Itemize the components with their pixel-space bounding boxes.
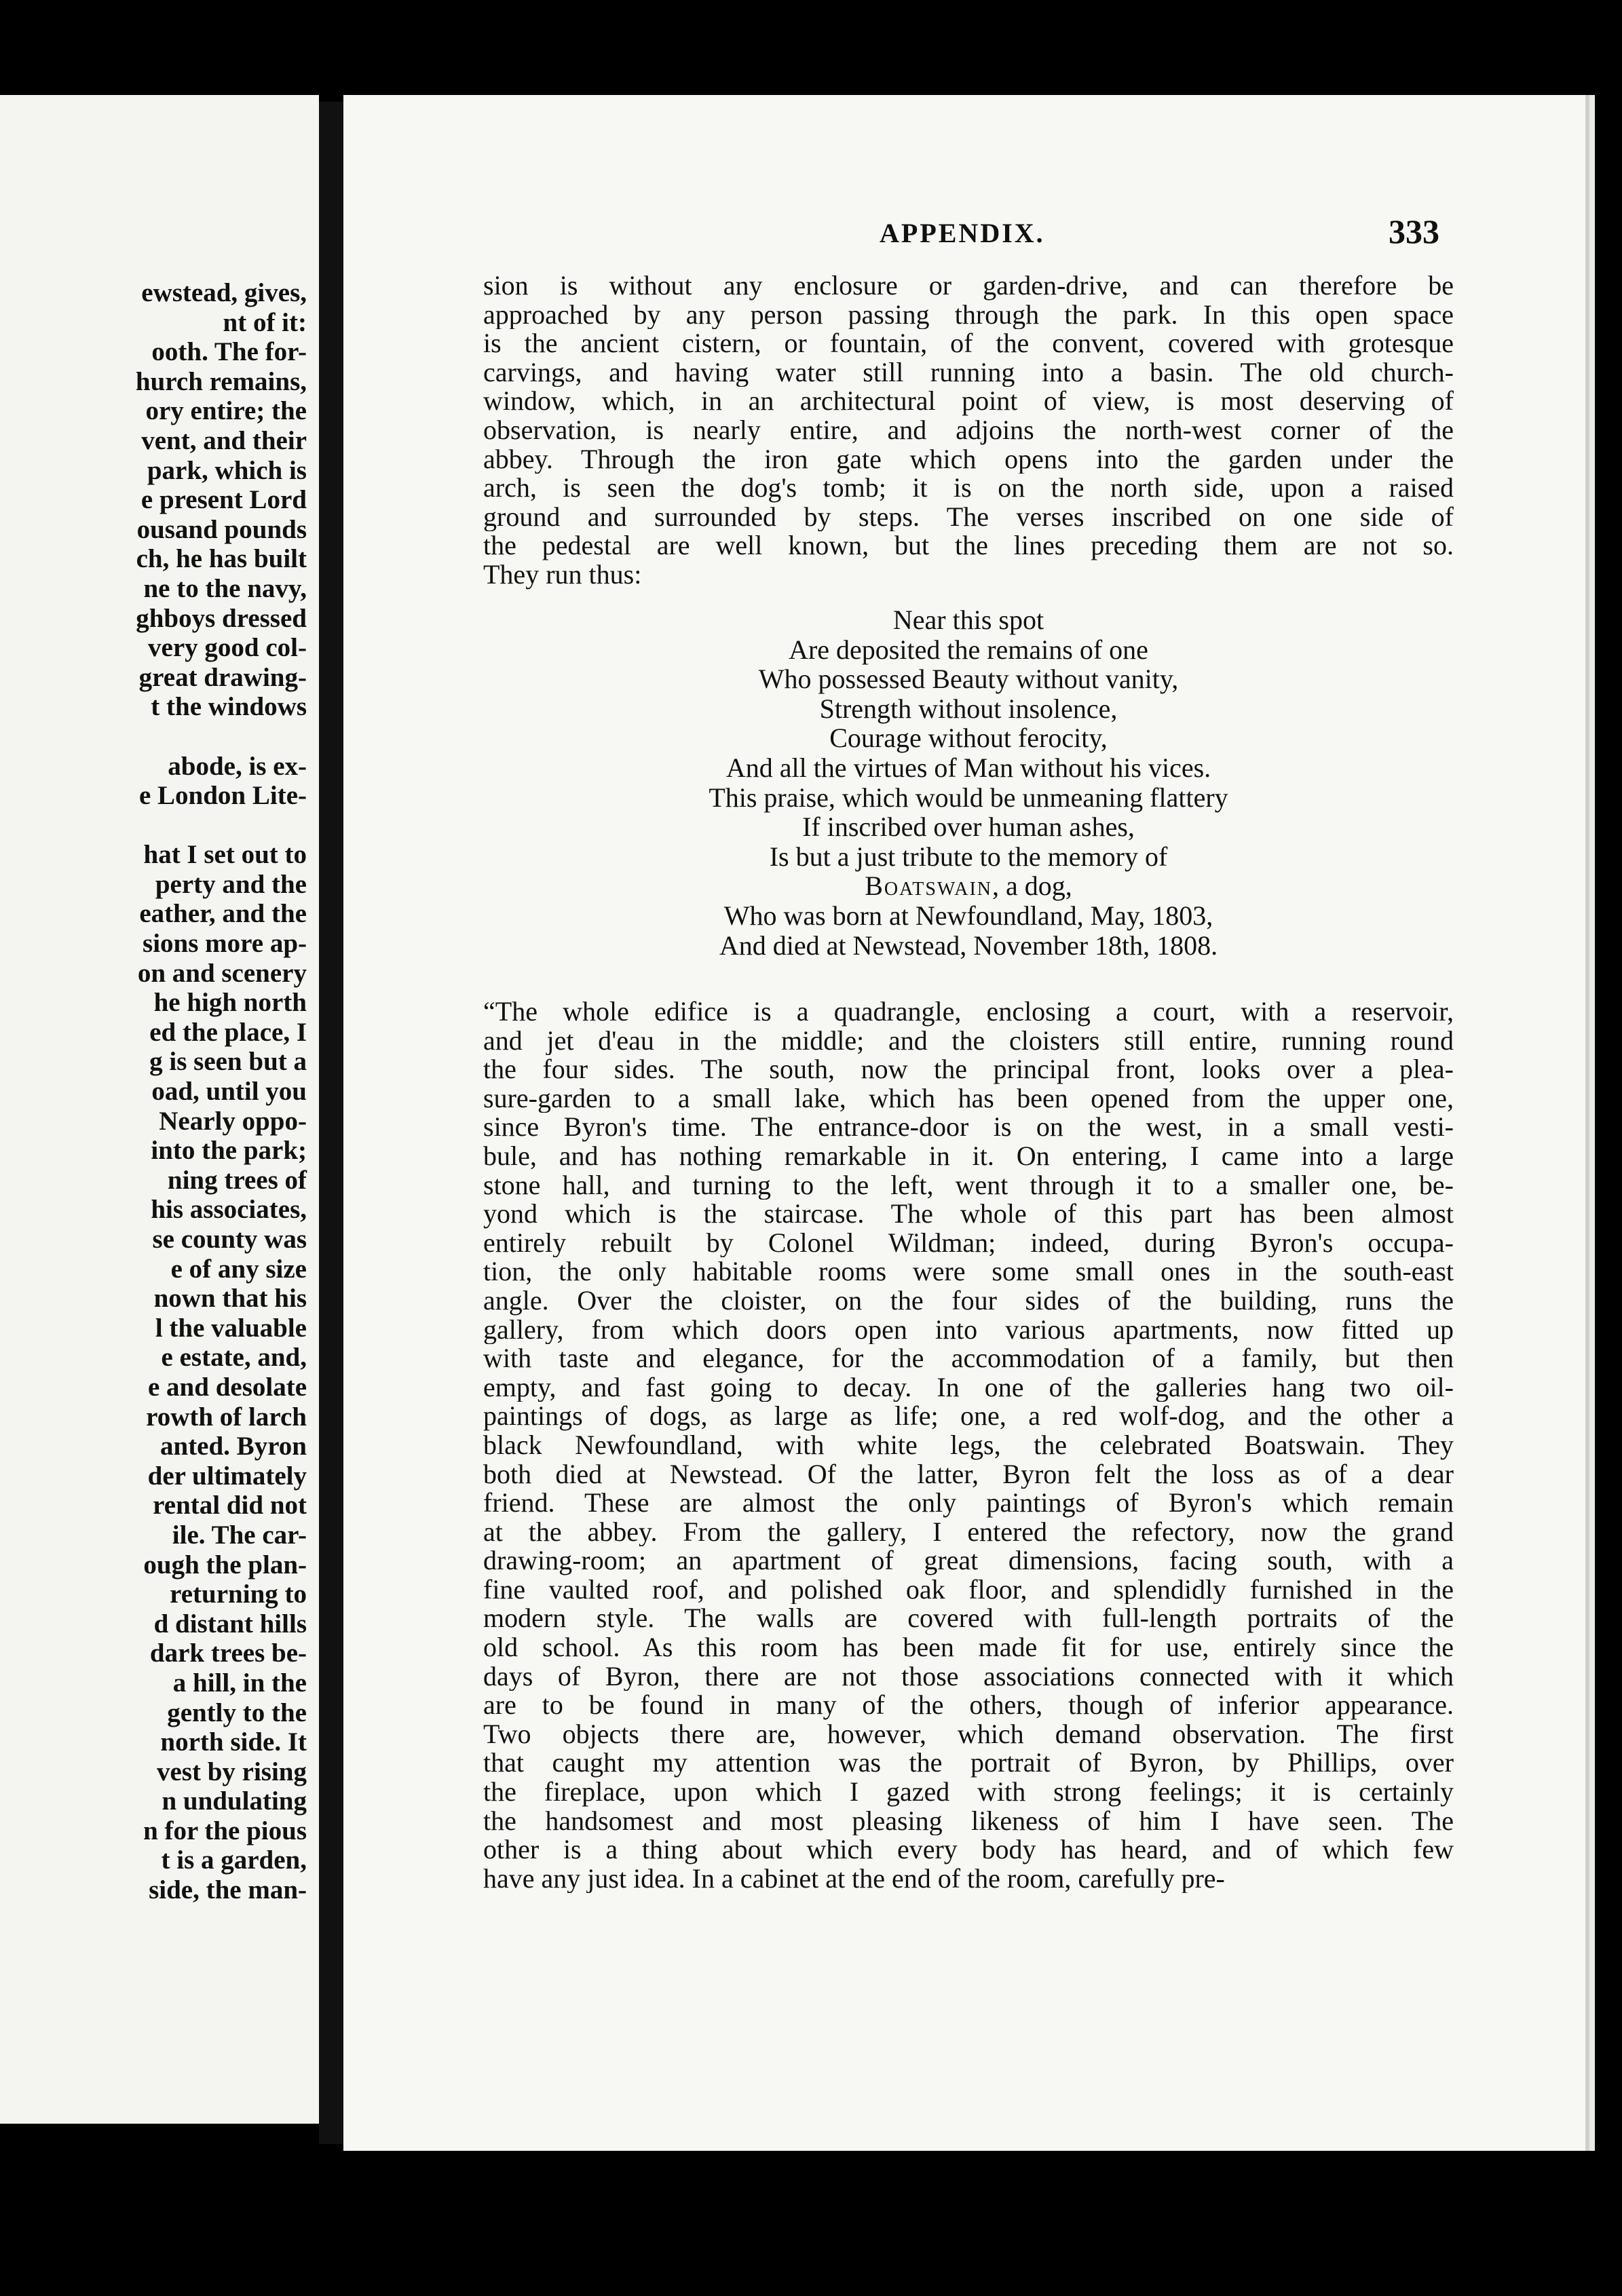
previous-page-line: ory entire; the xyxy=(145,396,307,426)
epitaph-line: Who was born at Newfoundland, May, 1803, xyxy=(723,900,1213,931)
running-header xyxy=(343,212,1585,258)
previous-page-line: n undulating xyxy=(162,1786,307,1816)
previous-page-line: n for the pious xyxy=(143,1816,307,1845)
text-line: empty, and fast going to decay. In one of the galleries hang two oil- xyxy=(483,1373,1454,1402)
epitaph-line: Strength without insolence, xyxy=(819,693,1118,724)
previous-page-text xyxy=(0,278,307,1905)
text-line: abbey. Through the iron gate which opens into the garden under the xyxy=(483,444,1454,474)
text-line: fine vaulted roof, and polished oak floor, and splendidly furnished in the xyxy=(483,1575,1454,1605)
text-line: paintings of dogs, as large as life; one, a red wolf-dog, and the other a xyxy=(483,1402,1454,1431)
previous-page-line: great drawing- xyxy=(138,662,307,692)
text-line: observation, is nearly entire, and adjoins the north-west corner of the xyxy=(483,415,1454,445)
text-line: black Newfoundland, with white legs, the celebrated Boatswain. They xyxy=(483,1430,1454,1460)
previous-page-line: der ultimately xyxy=(147,1461,307,1491)
text-line: modern style. The walls are covered with full-length portraits of the xyxy=(483,1604,1454,1634)
previous-page-line xyxy=(0,722,307,752)
page-number: 333 xyxy=(1389,212,1439,250)
previous-page-line: e of any size xyxy=(170,1254,307,1284)
previous-page-line: ewstead, gives, xyxy=(141,278,307,307)
previous-page-line: ghboys dressed xyxy=(136,603,307,633)
previous-page-line: perty and the xyxy=(155,869,307,899)
text-line: “The whole edifice is a quadrangle, enclosing a court, with a reservoir, xyxy=(483,997,1454,1027)
text-line: other is a thing about which every body has heard, and of which few xyxy=(483,1835,1454,1864)
text-line: with taste and elegance, for the accommodation of a family, but then xyxy=(483,1344,1454,1373)
previous-page-line: hurch remains, xyxy=(135,366,307,396)
previous-page-line: ch, he has built xyxy=(136,544,307,574)
epitaph-line: And died at Newstead, November 18th, 1808. xyxy=(719,930,1218,961)
text-line: the pedestal are well known, but the lines preceding them are not so. xyxy=(483,531,1454,560)
previous-page-line: ile. The car- xyxy=(172,1520,307,1550)
paragraph-edifice-description xyxy=(483,997,1454,1893)
previous-page-line: he high north xyxy=(153,988,307,1018)
previous-page-line: hat I set out to xyxy=(143,840,307,870)
previous-page-line: t is a garden, xyxy=(161,1845,307,1875)
text-line: drawing-room; an apartment of great dimensions, facing south, with a xyxy=(483,1546,1454,1575)
text-line: bule, and has nothing remarkable in it. On entering, I came into a large xyxy=(483,1141,1454,1171)
text-line: They run thus: xyxy=(483,560,642,590)
previous-page-line: ough the plan- xyxy=(143,1550,307,1580)
previous-page-line: t the windows xyxy=(151,692,307,722)
previous-page-line: his associates, xyxy=(151,1195,307,1225)
text-line: carvings, and having water still running into a basin. The old church- xyxy=(483,358,1454,387)
text-line: since Byron's time. The entrance-door is on the west, in a small vesti- xyxy=(483,1113,1454,1142)
previous-page-line: e and desolate xyxy=(148,1372,307,1402)
text-line: have any just idea. In a cabinet at the end of the room, carefully pre- xyxy=(483,1864,1225,1894)
text-line: stone hall, and turning to the left, went through it to a smaller one, be- xyxy=(483,1170,1454,1200)
text-line: tion, the only habitable rooms were some small ones in the south-east xyxy=(483,1257,1454,1286)
epitaph-line: Who possessed Beauty without vanity, xyxy=(758,664,1179,695)
text-line: days of Byron, there are not those associations connected with it which xyxy=(483,1662,1454,1691)
previous-page-line: d distant hills xyxy=(153,1609,307,1639)
text-line: ground and surrounded by steps. The verses inscribed on one side of xyxy=(483,502,1454,532)
paragraph-tomb-description xyxy=(483,271,1454,590)
previous-page-line: ousand pounds xyxy=(136,514,307,544)
previous-page-fragment xyxy=(0,95,319,2124)
previous-page-line: park, which is xyxy=(147,455,307,485)
previous-page-line: into the park; xyxy=(151,1136,307,1166)
text-line: arch, is seen the dog's tomb; it is on the north side, upon a raised xyxy=(483,474,1454,503)
previous-page-line: ne to the navy, xyxy=(143,573,307,603)
previous-page-line: nt of it: xyxy=(223,307,307,337)
previous-page-line: rental did not xyxy=(153,1491,307,1520)
previous-page-line: very good col- xyxy=(148,633,307,663)
previous-page-line: eather, and the xyxy=(139,899,307,929)
previous-page-line: e estate, and, xyxy=(161,1343,307,1373)
previous-page-line: on and scenery xyxy=(137,958,307,988)
epitaph-line: Boatswain, a dog, xyxy=(865,870,1072,902)
book-gutter xyxy=(319,102,346,2144)
text-line: are to be found in many of the others, though of inferior appearance. xyxy=(483,1691,1454,1720)
text-line: both died at Newstead. Of the latter, Byron felt the loss as of a dear xyxy=(483,1459,1454,1489)
text-line: the handsomest and most pleasing likeness of him I have seen. The xyxy=(483,1806,1454,1836)
previous-page-line: vest by rising xyxy=(156,1757,307,1786)
text-line: at the abbey. From the gallery, I entered the refectory, now the grand xyxy=(483,1517,1454,1547)
previous-page-line: l the valuable xyxy=(155,1313,307,1343)
previous-page-line: abode, is ex- xyxy=(168,751,307,781)
previous-page-line: dark trees be- xyxy=(149,1639,307,1668)
epitaph-line: Near this spot xyxy=(892,605,1044,635)
text-line: that caught my attention was the portrait of Byron, by Phillips, over xyxy=(483,1748,1454,1778)
previous-page-line: anted. Byron xyxy=(160,1432,307,1461)
epitaph-line: And all the virtues of Man without his vices. xyxy=(725,752,1211,783)
previous-page-line xyxy=(0,811,307,841)
page-333 xyxy=(343,95,1585,2151)
text-line: old school. As this room has been made fit for use, entirely since the xyxy=(483,1633,1454,1662)
epitaph-line: Is but a just tribute to the memory of xyxy=(769,841,1168,872)
previous-page-line: e present Lord xyxy=(140,485,307,515)
previous-page-line: vent, and their xyxy=(141,425,307,455)
previous-page-line: ning trees of xyxy=(167,1165,307,1195)
previous-page-line: returning to xyxy=(170,1580,307,1609)
text-line: window, which, in an architectural point of view, is most deserving of xyxy=(483,387,1454,416)
epitaph-line: Are deposited the remains of one xyxy=(789,634,1148,665)
text-line: Two objects there are, however, which demand observation. The first xyxy=(483,1719,1454,1749)
previous-page-line: e London Lite- xyxy=(138,781,307,811)
previous-page-line: north side. It xyxy=(160,1727,307,1757)
previous-page-line: oad, until you xyxy=(151,1077,307,1107)
text-line: yond which is the staircase. The whole of this part has been almost xyxy=(483,1200,1454,1229)
epitaph-line: This praise, which would be unmeaning flattery xyxy=(709,782,1228,813)
text-line: friend. These are almost the only paintings of Byron's which remain xyxy=(483,1489,1454,1518)
text-line: entirely rebuilt by Colonel Wildman; indeed, during Byron's occupa- xyxy=(483,1228,1454,1258)
boatswain-epitaph xyxy=(483,605,1454,960)
dog-name: Boatswain xyxy=(865,870,993,902)
text-line: the four sides. The south, now the principal front, looks over a plea- xyxy=(483,1055,1454,1084)
text-line: the fireplace, upon which I gazed with strong feelings; it is certainly xyxy=(483,1778,1454,1807)
previous-page-line: ed the place, I xyxy=(149,1017,307,1047)
previous-page-line: se county was xyxy=(152,1225,307,1254)
text-line: angle. Over the cloister, on the four sides of the building, runs the xyxy=(483,1286,1454,1316)
previous-page-line: ooth. The for- xyxy=(151,337,307,367)
previous-page-line: Nearly oppo- xyxy=(159,1106,307,1136)
text-line: and jet d'eau in the middle; and the cloisters still entire, running round xyxy=(483,1026,1454,1056)
previous-page-line: sions more ap- xyxy=(143,929,307,959)
text-line: sion is without any enclosure or garden-drive, and can therefore be xyxy=(483,271,1454,301)
running-title: APPENDIX. xyxy=(880,218,1045,248)
previous-page-line: g is seen but a xyxy=(149,1047,307,1077)
previous-page-line: side, the man- xyxy=(149,1875,307,1905)
previous-page-line: nown that his xyxy=(153,1284,307,1314)
text-line: gallery, from which doors open into various apartments, now fitted up xyxy=(483,1315,1454,1345)
previous-page-line: gently to the xyxy=(167,1698,307,1727)
text-line: is the ancient cistern, or fountain, of the convent, covered with grotesque xyxy=(483,329,1454,358)
epitaph-line: Courage without ferocity, xyxy=(829,723,1108,754)
epitaph-line: If inscribed over human ashes, xyxy=(802,811,1135,843)
previous-page-line: rowth of larch xyxy=(146,1402,307,1432)
text-line: sure-garden to a small lake, which has been opened from the upper one, xyxy=(483,1084,1454,1113)
previous-page-line: a hill, in the xyxy=(172,1668,307,1698)
text-line: approached by any person passing through the park. In this open space xyxy=(483,300,1454,330)
